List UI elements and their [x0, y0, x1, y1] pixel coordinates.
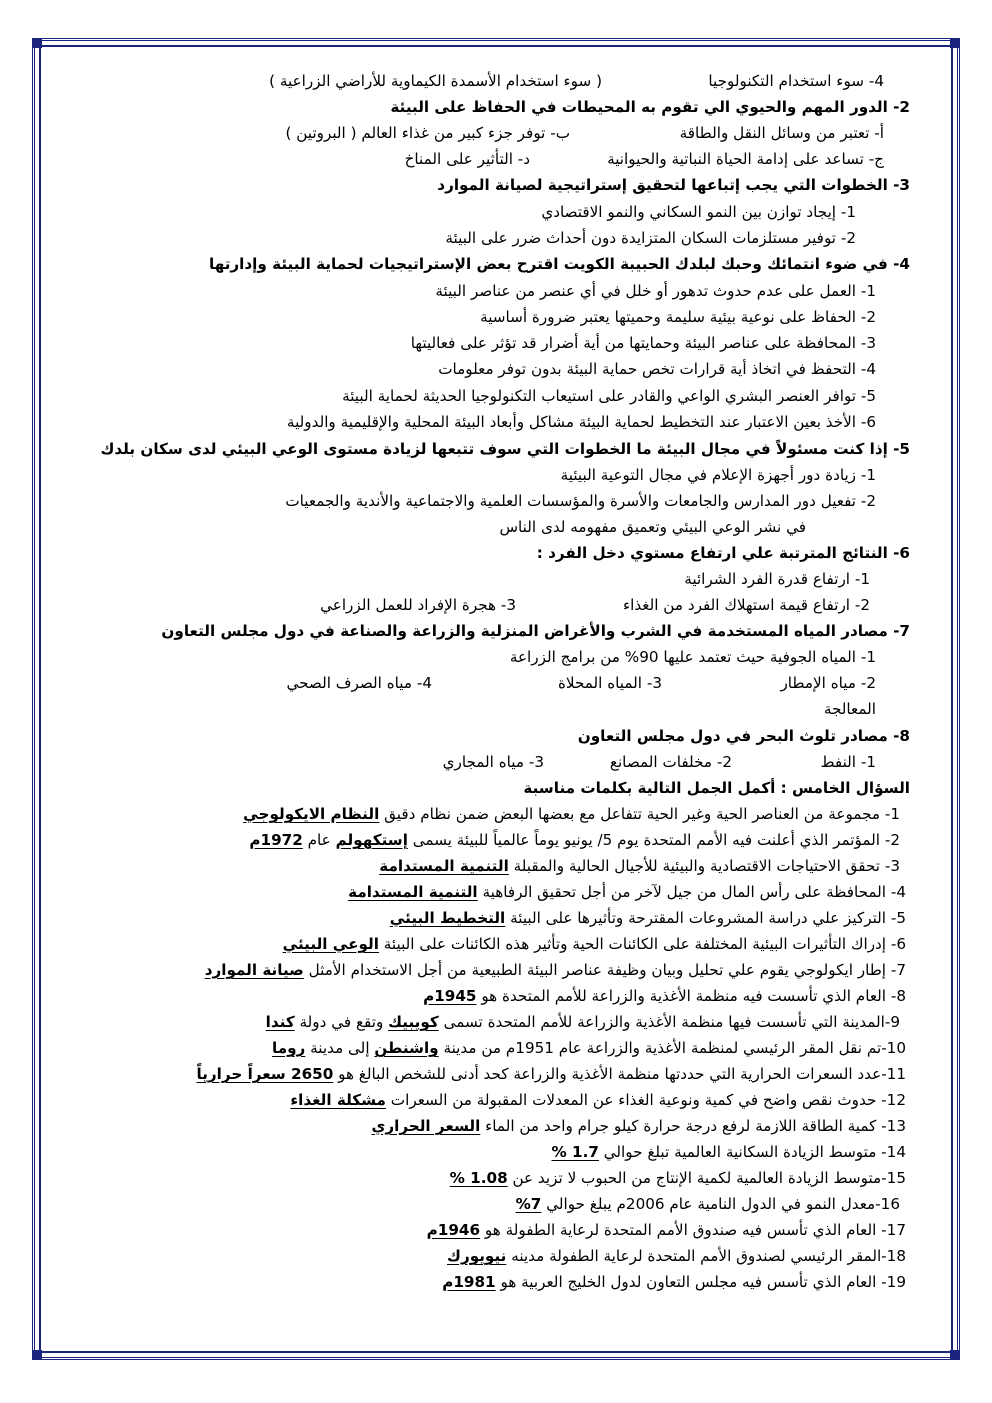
list-item: 2- الحفاظ على نوعية بيئية سليمة وحميتها يعتبر ضرورة أساسية [480, 308, 876, 326]
answer-text: واشنطن [374, 1039, 439, 1057]
answer-text: 2650 سعراً حرارياً [196, 1065, 334, 1083]
list-item: 2- ارتفاع قيمة استهلاك الفرد من الغذاء 3- هجرة الإفراد للعمل الزراعي [320, 596, 870, 614]
list-item: 2- مياه الإمطار 3- المياه المحلاة 4- مياه الصرف الصحي [286, 674, 876, 692]
answer-text: 1.08 % [449, 1169, 508, 1187]
question-heading: 8- مصادر تلوث البحر في دول مجلس التعاون [577, 727, 910, 745]
answer-text: روما [272, 1039, 306, 1057]
fill-blank-item: 12- حدوث نقص واضح في كمية ونوعية الغذاء عن المعدلات المقبولة من السعرات مشكلة الغذاء [290, 1091, 906, 1109]
fill-blank-item: 6- إدراك التأثيرات البيئية المختلفة على الكائنات الحية وتأثير هذه الكائنات على البيئة الوعي البيئي [282, 935, 906, 953]
list-item: 1- زيادة دور أجهزة الإعلام في مجال التوعية البيئية [560, 466, 876, 484]
question-heading: 6- النتائج المترتبة علي ارتفاع مستوي دخل الفرد : [536, 544, 910, 562]
fill-blank-item: 15-متوسط الزيادة العالمية لكمية الإنتاج من الحبوب لا تزيد عن 1.08 % [449, 1169, 906, 1187]
list-item: في نشر الوعي البيئي وتعميق مفهومه لدى الناس [499, 518, 806, 536]
answer-text: النظام الايكولوجي [243, 805, 380, 823]
fill-blank-item: 16-معدل النمو في الدول النامية عام 2006م يبلغ حوالي 7% [515, 1195, 900, 1213]
fill-blank-item: 4- المحافظة على رأس المال من جيل لآخر من أجل تحقيق الرفاهية التنمية المستدامة [348, 883, 906, 901]
answer-text: 1.7 % [551, 1143, 599, 1161]
list-item: 4- سوء استخدام التكنولوجيا ( سوء استخدام الأسمدة الكيماوية للأراضي الزراعية ) [269, 72, 884, 90]
answer-text: إستكهولم [335, 831, 408, 849]
list-item: 1- ارتفاع قدرة الفرد الشرائية [684, 570, 870, 588]
fill-blank-item: 2- المؤتمر الذي أعلنت فيه الأمم المتحدة يوم 5/ يونيو يوماً عالمياً للبيئة يسمى إستكهولم عام 1972م [249, 831, 900, 849]
corner-ornament [950, 38, 960, 48]
answer-text: التنمية المستدامة [379, 857, 509, 875]
answer-text: 1945م [423, 987, 477, 1005]
list-item: 5- توافر العنصر البشري الواعي والقادر على استيعاب التكنولوجيا الحديثة لحماية البيئة [342, 387, 876, 405]
fill-blank-item: 11-عدد السعرات الحرارية التي حددتها منظمة الأغذية والزراعة كحد أدنى للشخص البالغ هو 2650 سعراً حرارياً [196, 1065, 906, 1083]
answer-text: الوعي البيئي [282, 935, 379, 953]
answer-text: 1981م [442, 1273, 496, 1291]
fill-blank-item: 13- كمية الطاقة اللازمة لرفع درجة حرارة كيلو جرام واحد من الماء السعر الحراري [371, 1117, 906, 1135]
fill-blank-item: 7- إطار ايكولوجي يقوم علي تحليل وبيان وظيفة عناصر البيئة الطبيعية من أجل الاستخدام الأمثل صيانة الموارد [204, 961, 906, 979]
list-item: 1- إيجاد توازن بين النمو السكاني والنمو الاقتصادي [541, 203, 856, 221]
answer-text: 1972م [249, 831, 303, 849]
fill-blank-item: 19- العام الذي تأسس فيه مجلس التعاون لدول الخليج العربية هو 1981م [442, 1273, 906, 1291]
answer-text: نيويورك [447, 1247, 507, 1265]
list-item: المعالجة [823, 700, 876, 718]
answer-text: صيانة الموارد [204, 961, 304, 979]
list-item: 1- المياه الجوفية حيث تعتمد عليها 90% من برامج الزراعة [509, 648, 876, 666]
question-heading: 5- إذا كنت مسئولاً في مجال البيئة ما الخطوات التي سوف تتبعها لزيادة مستوى الوعي البيئي لدى سكان بلدك [100, 440, 910, 458]
question-heading: 7- مصادر المياه المستخدمة في الشرب والأغراض المنزلية والزراعة والصناعة في دول مجلس التعاون [161, 622, 910, 640]
list-item: 2- توفير مستلزمات السكان المتزايدة دون أحداث ضرر على البيئة [445, 229, 856, 247]
list-item: 4- التحفظ في اتخاذ أية قرارات تخص حماية البيئة بدون توفر معلومات [438, 360, 876, 378]
list-item: 6- الأخذ بعين الاعتبار عند التخطيط لحماية البيئة مشاكل وأبعاد البيئة المحلية والإقليمية والدولية [286, 413, 876, 431]
fill-blank-item: 5- التركيز علي دراسة المشروعات المقترحة وتأثيرها على البيئة التخطيط البيئي [389, 909, 906, 927]
question-heading: 2- الدور المهم والحيوي الي تقوم به المحيطات في الحفاظ على البيئة [390, 98, 910, 116]
corner-ornament [32, 1350, 42, 1360]
fill-blank-item: 1- مجموعة من العناصر الحية وغير الحية تتفاعل مع بعضها البعض ضمن نظام دقيق النظام الايكولوجي [243, 805, 900, 823]
list-item: ج- تساعد على إدامة الحياة النباتية والحيوانية د- التأثير على المناخ [404, 150, 884, 168]
fill-blank-item: 17- العام الذي تأسس فيه صندوق الأمم المتحدة لرعاية الطفولة هو 1946م [426, 1221, 906, 1239]
list-item: 1- العمل على عدم حدوث تدهور أو خلل في أي عنصر من عناصر البيئة [435, 282, 876, 300]
answer-text: التخطيط البيئي [389, 909, 506, 927]
answer-text: مشكلة الغذاء [290, 1091, 386, 1109]
question-heading: 3- الخطوات التي يجب إتباعها لتحقيق إستراتيجية لصيانة الموارد [437, 176, 910, 194]
question-heading: 4- في ضوء انتمائك وحبك لبلدك الحبيبة الكويت اقترح بعض الإستراتيجيات لحماية البيئة وإدارتها [209, 255, 910, 273]
worksheet-page [70, 68, 910, 1348]
fill-blank-item: 10-تم نقل المقر الرئيسي لمنظمة الأغذية والزراعة عام 1951م من مدينة واشنطن إلى مدينة روما [272, 1039, 906, 1057]
fill-blank-item: 18-المقر الرئيسي لصندوق الأمم المتحدة لرعاية الطفولة مدينه نيويورك [447, 1247, 906, 1265]
list-item: 2- تفعيل دور المدارس والجامعات والأسرة والمؤسسات العلمية والاجتماعية والأندية والجمعيات [285, 492, 876, 510]
answer-text: كويبيك [388, 1013, 439, 1031]
corner-ornament [32, 38, 42, 48]
fill-blank-item: 9-المدينة التي تأسست فيها منظمة الأغذية والزراعة للأمم المتحدة تسمى كويبيك وتقع في دولة كندا [265, 1013, 900, 1031]
answer-text: كندا [265, 1013, 295, 1031]
list-item: 1- النفط 2- مخلفات المصانع 3- مياه المجاري [442, 753, 876, 771]
corner-ornament [950, 1350, 960, 1360]
answer-text: التنمية المستدامة [348, 883, 478, 901]
fill-blank-item: 3- تحقق الاحتياجات الاقتصادية والبيئية للأجيال الحالية والمقبلة التنمية المستدامة [379, 857, 900, 875]
answer-text: السعر الحراري [371, 1117, 481, 1135]
answer-text: 1946م [426, 1221, 481, 1239]
fill-blank-item: 8- العام الذي تأسست فيه منظمة الأغذية والزراعة للأمم المتحدة هو 1945م [423, 987, 906, 1005]
section-title: السؤال الخامس : أكمل الجمل التالية بكلمات مناسبة [523, 779, 910, 797]
fill-blank-item: 14- متوسط الزيادة السكانية العالمية تبلغ حوالي 1.7 % [551, 1143, 906, 1161]
list-item: أ- تعتبر من وسائل النقل والطاقة ب- توفر جزء كبير من غذاء العالم ( البروتين ) [285, 124, 884, 142]
list-item: 3- المحافظة على عناصر البيئة وحمايتها من أية أضرار قد تؤثر على فعاليتها [410, 334, 876, 352]
answer-text: 7% [515, 1195, 542, 1213]
